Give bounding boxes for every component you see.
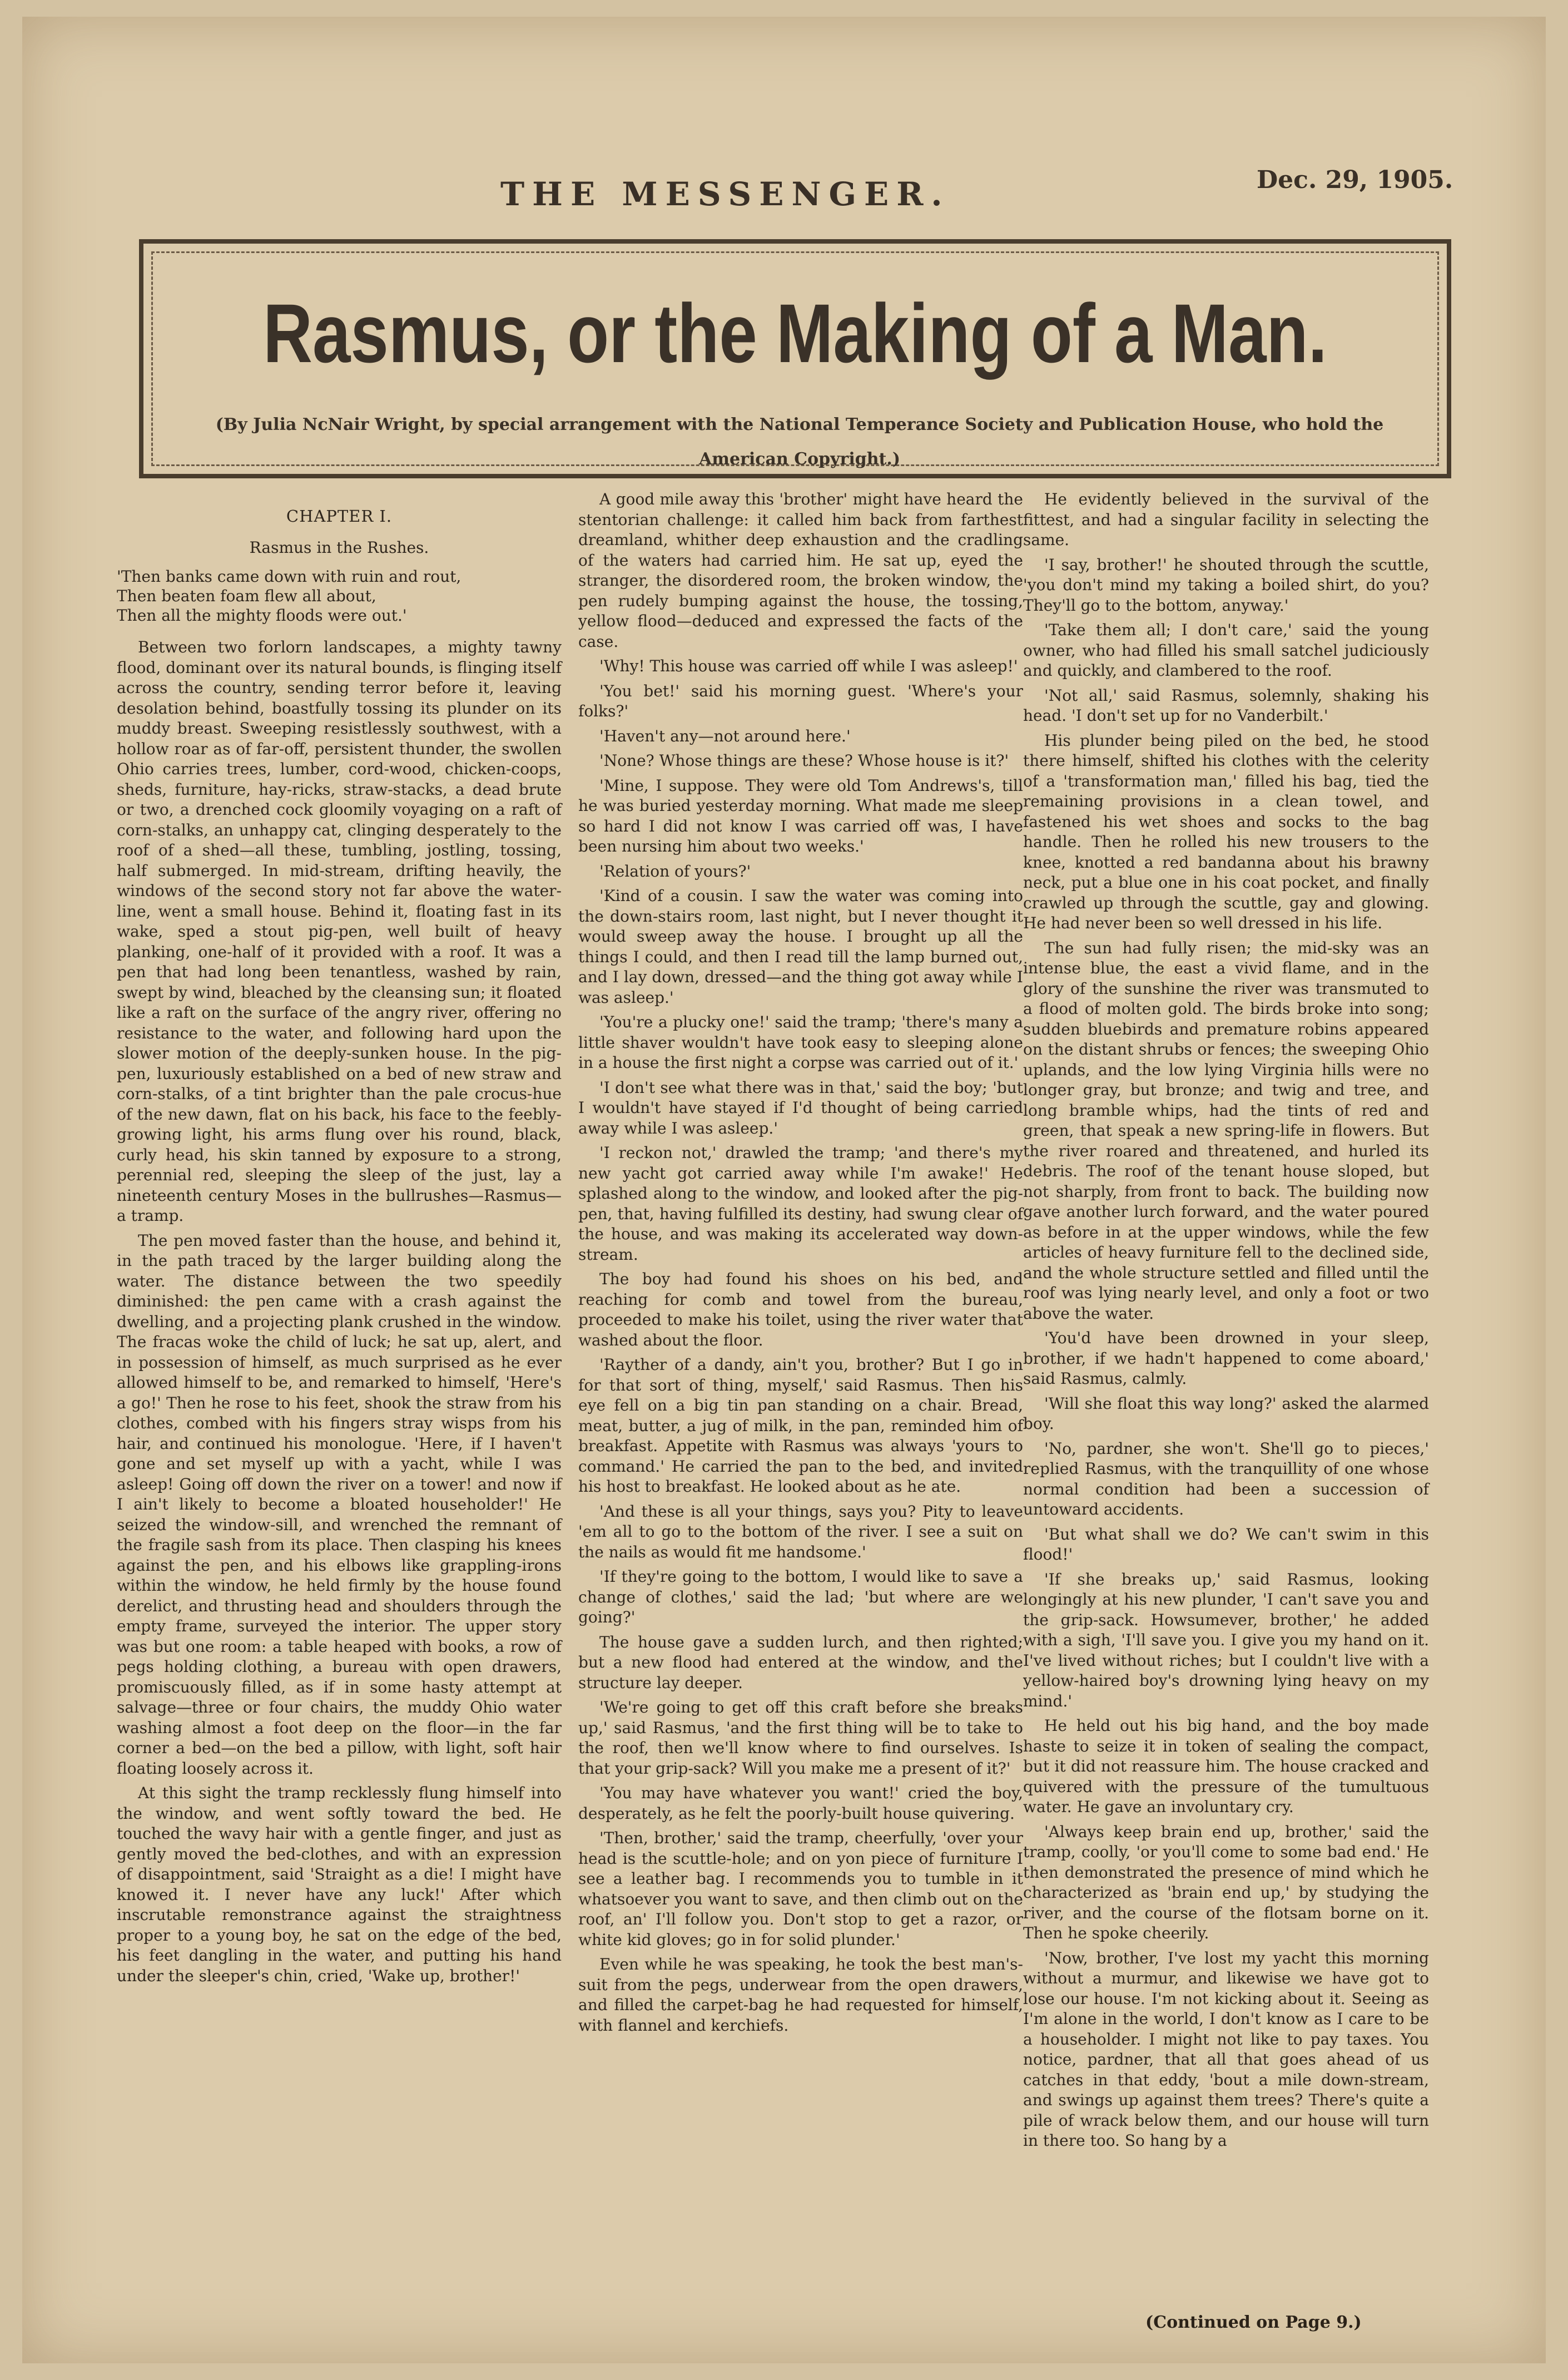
epigraph-line: Then all the mighty floods were out.' <box>117 606 407 625</box>
column-3 <box>1023 489 1429 2156</box>
story-title: Rasmus, or the Making of a Man. <box>263 286 1327 380</box>
continued-note: (Continued on Page 9.) <box>1145 2313 1362 2332</box>
author-credit: (By Julia NcNair Wright, by special arrangement with the National Temperance Society and Publication House, who hold the American Copyright.) <box>215 415 1384 469</box>
paragraph: 'I say, brother!' he shouted through the scuttle, 'you don't mind my taking a boiled shirt, do you? They'll go to the bottom, anyway.' <box>1023 555 1429 615</box>
paragraph: A good mile away this 'brother' might have heard the stentorian challenge: it called him back from farthest dreamland, whither deep exhaustion and the cradling of the waters had carried him. He sat up, eyed the stranger, the disordered room, the broken window, the pen rudely bumping against the house, the tossing, yellow flood—deduced and expressed the facts of the case. <box>578 490 1023 651</box>
paragraph: 'Then, brother,' said the tramp, cheerfully, 'over your head is the scuttle-hole; and on yon piece of furniture I see a leather bag. I recommends you to tumble in it whatsoever you want to save, and then climb out on the roof, an' I'll follow you. Don't stop to get a razor, or white kid gloves; go in for solid plunder.' <box>578 1829 1023 1949</box>
paragraph: 'Will she float this way long?' asked the alarmed boy. <box>1023 1394 1429 1433</box>
chapter-heading: CHAPTER I. <box>286 507 393 526</box>
epigraph-line: Then beaten foam flew all about, <box>117 587 376 605</box>
paragraph: 'Relation of yours?' <box>599 862 751 880</box>
paragraph: 'Kind of a cousin. I saw the water was coming into the down-stairs room, last night, but I never thought it would sweep away the house. I brought up all the things I could, and then I read till the lamp burned out, and I lay down, dressed—and the thing got away while I was asleep.' <box>578 887 1023 1007</box>
masthead: THE MESSENGER. <box>500 175 950 213</box>
paragraph: He evidently believed in the survival of the fittest, and had a singular facility in selecting the same. <box>1023 490 1429 549</box>
paragraph: 'Not all,' said Rasmus, solemnly, shaking his head. 'I don't set up for no Vanderbilt.' <box>1023 686 1429 725</box>
paragraph: The pen moved faster than the house, and behind it, in the path traced by the larger building along the water. The distance between the two speedily diminished: the pen came with a crash against the dwelling, and a projecting plank crushed in the window. The fracas woke the child of luck; he sat up, alert, and in possession of himself, as much surprised as he ever allowed himself to be, and remarked to himself, 'Here's a go!' Then he rose to his feet, shook the straw from his clothes, combed with his fingers stray wisps from his hair, and continued his monologue. 'Here, if I haven't gone and set myself up with a yacht, while I was asleep! Going off down the river on a tower! and now if I ain't likely to become a bloated householder!' He seized the window-sill, and wrenched the remnant of the fragile sash from its place. Then clasping his knees against the pen, and his elbows like grappling-irons within the window, he held firmly by the house found derelict, and thrusting head and shoulders through the empty frame, surveyed the interior. The upper story was but one room: a table heaped with books, a row of pegs holding clothing, a bureau with open drawers, promiscuously filled, as if in some hasty attempt at salvage—three or four chairs, the muddy Ohio water washing almost a foot deep on the floor—in the far corner a bed—on the bed a pillow, with light, soft hair floating loosely across it. <box>117 1231 562 1778</box>
paragraph: 'Now, brother, I've lost my yacht this morning without a murmur, and likewise we have got to lose our house. I'm not kicking about it. Seeing as I'm alone in the world, I don't know as I care to be a householder. I might not like to pay taxes. You notice, pardner, that all that goes ahead of us catches in that eddy, 'bout a mile down-stream, and swings up against them trees? There's quite a pile of wrack below them, and our house will turn in there too. So hang by a <box>1023 1948 1429 2150</box>
paragraph: Between two forlorn landscapes, a mighty tawny flood, dominant over its natural bounds, is flinging itself across the country, sending terror before it, leaving desolation behind, boastfully tossing its plunder on its muddy breast. Sweeping resistlessly southwest, with a hollow roar as of far-off, persistent thunder, the swollen Ohio carries trees, lumber, cord-wood, chicken-coops, sheds, furniture, hay-ricks, straw-stacks, a dead brute or two, a drenched cock gloomily voyaging on a raft of corn-stalks, an unhappy cat, clinging desperately to the roof of a shed—all these, tumbling, jostling, tossing, half submerged. In mid-stream, drifting heavily, the windows of the second story not far above the water-line, went a small house. Behind it, floating fast in its wake, sped a stout pig-pen, well built of heavy planking, one-half of it provided with a roof. It was a pen that had long been tenantless, washed by rain, swept by wind, bleached by the cleansing sun; it floated like a raft on the surface of the angry river, offering no resistance to the water, and following hard upon the slower motion of the deeply-sunken house. In the pig-pen, luxuriously established on a bed of new straw and corn-stalks, of a tint brighter than the pale crocus-hue of the new dawn, flat on his back, his face to the feebly-growing light, his arms flung over his round, black, curly head, his skin tanned by exposure to a strong, perennial red, sleeping the sleep of the just, lay a nineteenth century Moses in the bullrushes—Rasmus—a tramp. <box>117 638 562 1225</box>
chapter-subtitle: Rasmus in the Rushes. <box>249 538 429 557</box>
paragraph: 'I reckon not,' drawled the tramp; 'and there's my new yacht got carried away while I'm awake!' He splashed along to the window, and looked after the pig-pen, that, having fulfilled its destiny, had swung clear of the house, and was making its accelerated way down-stream. <box>578 1144 1023 1264</box>
paragraph: 'Always keep brain end up, brother,' said the tramp, coolly, 'or you'll come to some bad end.' He then demonstrated the presence of mind which he characterized as 'brain end up,' by studying the river, and the course of the flotsam borne on it. Then he spoke cheerily. <box>1023 1822 1429 1942</box>
paragraph: 'If she breaks up,' said Rasmus, looking longingly at his new plunder, 'I can't save you and the grip-sack. Howsumever, brother,' he added with a sigh, 'I'll save you. I give you my hand on it. I've lived without riches; but I couldn't live with a yellow-haired boy's drowning lying heavy on my mind.' <box>1023 1570 1429 1710</box>
paragraph: 'You're a plucky one!' said the tramp; 'there's many a little shaver wouldn't have took easy to sleeping alone in a house the first night a corpse was carried out of it.' <box>578 1013 1023 1072</box>
epigraph <box>117 567 562 625</box>
paragraph: 'No, pardner, she won't. She'll go to pieces,' replied Rasmus, with the tranquillity of one whose normal condition had been a succession of untoward accidents. <box>1023 1439 1429 1518</box>
paragraph: 'You'd have been drowned in your sleep, brother, if we hadn't happened to come aboard,' said Rasmus, calmly. <box>1023 1329 1429 1388</box>
epigraph-line: 'Then banks came down with ruin and rout, <box>117 567 462 586</box>
paragraph: 'And these is all your things, says you? Pity to leave 'em all to go to the bottom of the river. I see a suit on the nails as would fit me handsome.' <box>578 1502 1023 1561</box>
paragraph: 'You may have whatever you want!' cried the boy, desperately, as he felt the poorly-built house quivering. <box>578 1784 1023 1823</box>
paragraph: 'I don't see what there was in that,' said the boy; 'but I wouldn't have stayed if I'd thought of being carried away while I was asleep.' <box>578 1078 1023 1137</box>
paragraph: 'You bet!' said his morning guest. 'Where's your folks?' <box>578 681 1023 720</box>
title-banner <box>139 239 1451 478</box>
paragraph: At this sight the tramp recklessly flung himself into the window, and went softly toward the bed. He touched the wavy hair with a gentle finger, and just as gently moved the bed-clothes, and with an expression of disappointment, said 'Straight as a die! I might have knowed it. I never have any luck!' After which inscrutable remonstrance against the straightness proper to a young boy, he sat on the edge of the bed, his feet dangling in the water, and putting his hand under the sleeper's chin, cried, 'Wake up, brother!' <box>117 1784 562 1985</box>
paragraph: 'We're going to get off this craft before she breaks up,' said Rasmus, 'and the first thing will be to take to the roof, then we'll know where to find ourselves. Is that your grip-sack? Will you make me a present of it?' <box>578 1698 1023 1778</box>
issue-date: Dec. 29, 1905. <box>1257 166 1453 194</box>
paragraph: Even while he was speaking, he took the best man's-suit from the pegs, underwear from the open drawers, and filled the carpet-bag he had requested for himself, with flannel and kerchiefs. <box>578 1955 1023 2035</box>
paragraph: 'But what shall we do? We can't swim in this flood!' <box>1023 1525 1429 1563</box>
paragraph: The sun had fully risen; the mid-sky was an intense blue, the east a vivid flame, and in the glory of the sunshine the river was transmuted to a flood of molten gold. The birds broke into song; sudden bluebirds and premature robins appeared on the distant shrubs or fences; the sweeping Ohio uplands, and the low lying Virginia hills were no longer gray, but bronze; and twig and tree, and long bramble whips, had the tints of red and green, that speak a new spring-life in flowers. But the river roared and threatened, and hurled its debris. The roof of the tenant house sloped, but not sharply, from front to back. The building now gave another lurch forward, and the water poured as before in at the upper windows, while the few articles of heavy furniture fell to the declined side, and the whole structure settled and filled until the roof was lying nearly level, and only a foot or two above the water. <box>1023 938 1429 1323</box>
paragraph: 'Mine, I suppose. They were old Tom Andrews's, till he was buried yesterday morning. What made me sleep so hard I did not know I was carried off was, I have been nursing him about two weeks.' <box>578 776 1023 855</box>
paragraph: His plunder being piled on the bed, he stood there himself, shifted his clothes with the celerity of a 'transformation man,' filled his bag, tied the remaining provisions in a clean towel, and fastened his wet shoes and socks to the bag handle. Then he rolled his new trousers to the knee, knotted a red bandanna about his brawny neck, put a blue one in his coat pocket, and finally crawled up through the scuttle, gay and glowing. He had never been so well dressed in his life. <box>1023 731 1429 932</box>
paragraph: 'Take them all; I don't care,' said the young owner, who had filled his small satchel judiciously and quickly, and clambered to the roof. <box>1023 621 1429 680</box>
paragraph: 'If they're going to the bottom, I would like to save a change of clothes,' said the lad; 'but where are we going?' <box>578 1567 1023 1626</box>
paragraph: The boy had found his shoes on his bed, and reaching for comb and towel from the bureau, proceeded to make his toilet, using the river water that washed about the floor. <box>578 1270 1023 1349</box>
paragraph: He held out his big hand, and the boy made haste to seize it in token of sealing the compact, but it did not reassure him. The house cracked and quivered with the pressure of the tumultuous water. He gave an involuntary cry. <box>1023 1716 1429 1816</box>
column-2 <box>578 489 1023 2040</box>
paragraph: 'None? Whose things are these? Whose house is it?' <box>599 751 1009 770</box>
paragraph: 'Rayther of a dandy, ain't you, brother? But I go in for that sort of thing, myself,' said Rasmus. Then his eye fell on a big tin pan standing on a chair. Bread, meat, butter, a jug of milk, in the pan, reminded him of breakfast. Appetite with Rasmus was always 'yours to command.' He carried the pan to the bed, and invited his host to breakfast. He looked about as he ate. <box>578 1355 1023 1496</box>
paragraph: 'Why! This house was carried off while I was asleep!' <box>599 657 1018 675</box>
paragraph: The house gave a sudden lurch, and then righted; but a new flood had entered at the window, and the structure lay deeper. <box>578 1632 1023 1692</box>
paragraph: 'Haven't any—not around here.' <box>599 726 851 745</box>
column-1 <box>117 489 562 1991</box>
